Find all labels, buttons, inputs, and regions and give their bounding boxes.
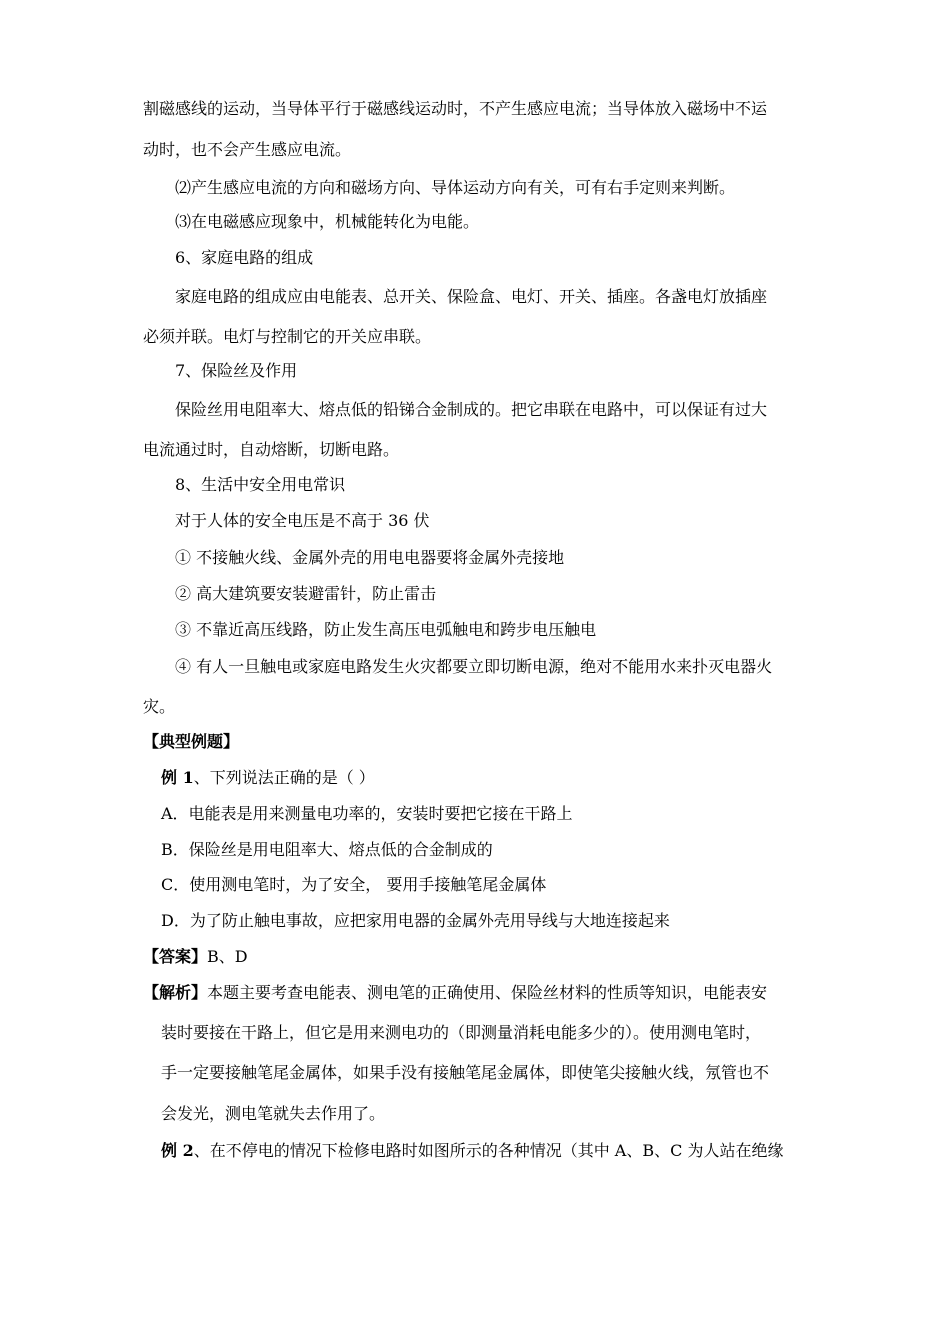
example1-question-text: 、下列说法正确的是（ ）	[193, 768, 375, 787]
example2-question	[161, 1143, 783, 1159]
analysis-line: 本题主要考查电能表、测电笔的正确使用、保险丝材料的性质等知识，电能表安	[207, 983, 768, 1002]
analysis-line: 会发光，测电笔就失去作用了。	[161, 1104, 386, 1123]
body-line: ⑶在电磁感应现象中，机械能转化为电能。	[175, 212, 480, 231]
example1-answer	[143, 949, 248, 965]
list-item: ② 高大建筑要安装避雷针，防止雷击	[175, 584, 437, 603]
example2-question-text: 、在不停电的情况下检修电路时如图所示的各种情况（其中 A、B、C 为人站在绝缘	[193, 1141, 784, 1160]
list-item: ① 不接触火线、金属外壳的用电电器要将金属外壳接地	[175, 548, 565, 567]
example1-label: 例 1	[161, 768, 194, 787]
body-line: 动时，也不会产生感应电流。	[143, 140, 352, 159]
body-line: 灾。	[143, 697, 176, 716]
example1-option-b: B．保险丝是用电阻率大、熔点低的合金制成的	[161, 840, 493, 859]
list-item: ④ 有人一旦触电或家庭电路发生火灾都要立即切断电源，绝对不能用水来扑灭电器火	[175, 657, 773, 676]
example1-option-a: A．电能表是用来测量电功率的，安装时要把它接在干路上	[161, 804, 573, 823]
body-line: ⑵产生感应电流的方向和磁场方向、导体运动方向有关，可有右手定则来判断。	[175, 178, 736, 197]
analysis-line: 手一定要接触笔尾金属体，如果手没有接触笔尾金属体，即使笔尖接触火线，氖管也不	[161, 1063, 770, 1082]
section-heading: 8、生活中安全用电常识	[175, 475, 346, 494]
body-line: 家庭电路的组成应由电能表、总开关、保险盒、电灯、开关、插座。各盏电灯放插座	[175, 287, 768, 306]
body-line: 保险丝用电阻率大、熔点低的铅锑合金制成的。把它串联在电路中，可以保证有过大	[175, 400, 768, 419]
analysis-line: 装时要接在干路上，但它是用来测电功的（即测量消耗电能多少的）。使用测电笔时，	[161, 1023, 762, 1042]
example1-analysis	[143, 985, 767, 1001]
example1-question	[161, 770, 375, 786]
body-line: 电流通过时，自动熔断，切断电路。	[143, 440, 400, 459]
section-heading: 6、家庭电路的组成	[175, 248, 314, 267]
list-item: ③ 不靠近高压线路，防止发生高压电弧触电和跨步电压触电	[175, 620, 597, 639]
body-line: 必须并联。电灯与控制它的开关应串联。	[143, 327, 432, 346]
section-heading: 7、保险丝及作用	[175, 361, 298, 380]
answer-value: B、D	[207, 947, 248, 966]
analysis-label: 【解析】	[143, 983, 208, 1002]
example2-label: 例 2	[161, 1141, 194, 1160]
example1-option-c: C．使用测电笔时，为了安全， 要用手接触笔尾金属体	[161, 875, 547, 894]
answer-label: 【答案】	[143, 947, 208, 966]
example1-option-d: D．为了防止触电事故，应把家用电器的金属外壳用导线与大地连接起来	[161, 911, 670, 930]
body-line: 对于人体的安全电压是不高于 36 伏	[175, 511, 430, 530]
body-line: 割磁感线的运动，当导体平行于磁感线运动时，不产生感应电流；当导体放入磁场中不运	[143, 99, 768, 118]
example-heading: 【典型例题】	[143, 732, 240, 751]
